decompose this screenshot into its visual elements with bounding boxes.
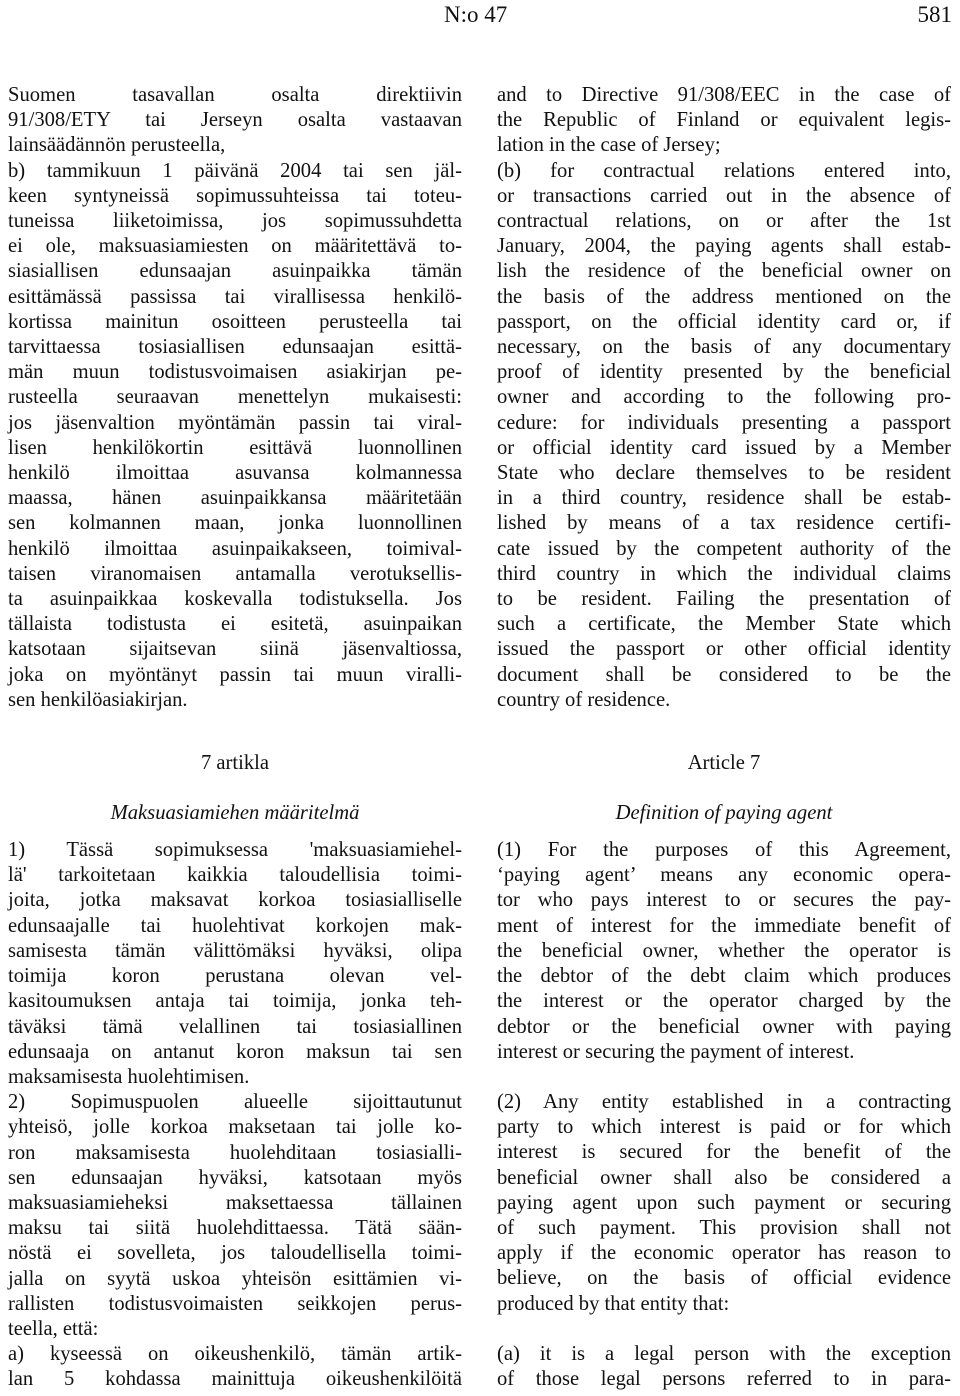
text-line: the interest or the operator charged by the bbox=[497, 990, 951, 1013]
text-line: jos jäsenvaltion myöntämän passin tai viral- bbox=[8, 411, 462, 434]
article-title: Article 7 bbox=[687, 752, 761, 775]
point-b-paragraph bbox=[8, 159, 462, 713]
text-line: ment of interest for the immediate benefit of bbox=[497, 914, 951, 937]
text-line: keen syntyneissä sopimussuhteissa tai toteu- bbox=[8, 184, 462, 207]
text-line: 2) Sopimuspuolen alueelle sijoittautunut bbox=[8, 1091, 462, 1114]
text-line: tällaista todistusta ei esitetä, asuinpaikan bbox=[8, 613, 462, 636]
text-line: siasiallisen edunsaajan asuinpaikka tämän bbox=[8, 260, 462, 283]
text-line: lan 5 kohdassa mainittuja oikeushenkilöitä bbox=[8, 1368, 462, 1391]
publication-number: N:o 47 bbox=[444, 2, 508, 27]
text-line: henkilö ilmoittaa asuinpaikakseen, toimival- bbox=[8, 537, 462, 560]
text-line: necessary, on the basis of any documentary bbox=[497, 336, 951, 359]
text-line: rallisten todistusvoimaisten seikkojen perus- bbox=[8, 1292, 462, 1315]
text-line: lation in the case of Jersey; bbox=[497, 134, 721, 157]
text-line: esittämässä passissa tai virallisessa henkilö- bbox=[8, 285, 462, 308]
text-line: a) kyseessä on oikeushenkilö, tämän artik- bbox=[8, 1343, 462, 1366]
text-line: of such payment. This provision shall not bbox=[497, 1216, 951, 1239]
text-line: and to Directive 91/308/EEC in the case of bbox=[497, 84, 951, 106]
intro-paragraph bbox=[497, 83, 951, 159]
text-line: lainsäädännön perusteella, bbox=[8, 134, 226, 157]
text-line: apply if the economic operator has reason to bbox=[497, 1242, 951, 1265]
text-line: män muun todistusvoimaisen asiakirjan pe- bbox=[8, 361, 462, 384]
text-line: taisen viranomaisen antamalla verotuksellis- bbox=[8, 562, 462, 585]
text-line: document shall be considered to be the bbox=[497, 663, 951, 686]
text-line: tor who pays interest to or secures the pay- bbox=[497, 889, 951, 912]
article-title: 7 artikla bbox=[200, 752, 270, 775]
article-subtitle: Definition of paying agent bbox=[615, 802, 833, 825]
text-line: produced by that entity that: bbox=[497, 1292, 730, 1315]
text-line: sen henkilöasiakirjan. bbox=[8, 688, 188, 711]
text-line: lished by means of a tax residence certifi- bbox=[497, 512, 951, 535]
text-line: henkilö ilmoittaa asuvansa kolmannessa bbox=[8, 462, 462, 485]
paragraph-2 bbox=[497, 1090, 951, 1317]
text-line: State who declare themselves to be resident bbox=[497, 462, 951, 485]
text-line: (1) For the purposes of this Agreement, bbox=[497, 839, 951, 862]
text-line: maksamisesta huolehtimisen. bbox=[8, 1065, 250, 1088]
text-line: maksu tai siitä huolehdittaessa. Tätä sään- bbox=[8, 1217, 462, 1240]
point-a-paragraph bbox=[8, 1342, 462, 1392]
text-line: contractual relations, on or after the 1st bbox=[497, 210, 951, 233]
text-line: or transactions carried out in the absence of bbox=[497, 184, 951, 207]
text-line: maassa, hänen asuinpaikkansa määritetään bbox=[8, 487, 462, 510]
text-line: samisesta tämän välittömäksi hyväksi, olipa bbox=[8, 939, 462, 962]
text-line: owner and according to the following pro- bbox=[497, 386, 951, 409]
text-line: paying agent upon such payment or securing bbox=[497, 1191, 951, 1214]
text-line: 91/308/ETY tai Jerseyn osalta vastaavan bbox=[8, 109, 462, 132]
text-line: toimija koron perustana olevan vel- bbox=[8, 965, 462, 988]
text-line: interest is secured for the benefit of the bbox=[497, 1141, 951, 1164]
text-line: cedure: for individuals presenting a passport bbox=[497, 411, 951, 434]
text-line: edunsaajalle tai huolehtivat korkojen mak- bbox=[8, 914, 462, 937]
text-line: katsotaan sijaitsevan siinä jäsenvaltiossa, bbox=[8, 638, 462, 661]
text-line: lä' tarkoitetaan kaikkia taloudellisia toimi- bbox=[8, 864, 462, 887]
text-line: country of residence. bbox=[497, 688, 671, 711]
text-line: kortissa mainitun osoitteen perusteella tai bbox=[8, 310, 462, 333]
text-line: issued the passport or other official identity bbox=[497, 638, 951, 661]
text-line: beneficial owner shall also be considered a bbox=[497, 1166, 951, 1189]
text-line: (b) for contractual relations entered into, bbox=[497, 159, 951, 182]
text-line: party to which interest is paid or for which bbox=[497, 1116, 951, 1139]
text-line: of those legal persons referred to in para- bbox=[497, 1367, 951, 1390]
text-line: b) tammikuun 1 päivänä 2004 tai sen jäl- bbox=[8, 159, 462, 182]
text-line: January, 2004, the paying agents shall estab- bbox=[497, 235, 951, 258]
english-column bbox=[497, 83, 951, 1392]
text-line: edunsaaja on antanut koron maksun tai sen bbox=[8, 1040, 462, 1063]
text-line: sen kolmannen maan, jonka luonnollinen bbox=[8, 512, 462, 535]
text-line: the debtor of the debt claim which produces bbox=[497, 965, 951, 988]
text-line: to be resident. Failing the presentation of bbox=[497, 588, 951, 611]
text-line: (a) it is a legal person with the exception bbox=[497, 1342, 951, 1365]
text-line: such a certificate, the Member State which bbox=[497, 613, 951, 636]
text-line: ‘paying agent’ means any economic opera- bbox=[497, 864, 951, 887]
text-line: ei ole, maksuasiamiesten on määritettävä to- bbox=[8, 235, 462, 258]
text-line: (2) Any entity established in a contracting bbox=[497, 1090, 951, 1113]
page-number: 581 bbox=[917, 2, 952, 27]
text-line: nöstä ei sovelleta, jos taloudellisella toimi- bbox=[8, 1242, 462, 1265]
text-line: in a third country, residence shall be estab- bbox=[497, 487, 951, 510]
text-line: debtor or the beneficial owner with paying bbox=[497, 1015, 951, 1038]
text-line: cate issued by the competent authority of the bbox=[497, 537, 951, 560]
text-line: or official identity card issued by a Member bbox=[497, 436, 951, 459]
text-line: ron maksamisesta huolehditaan tosiasialli- bbox=[8, 1141, 462, 1164]
text-line: sen edunsaajan hyväksi, katsotaan myös bbox=[8, 1166, 462, 1189]
text-line: joita, jotka maksavat korkoa tosiasialliselle bbox=[8, 889, 462, 912]
text-line: ta asuinpaikkaa koskevalla todistuksella. Jos bbox=[8, 588, 462, 611]
text-line: 1) Tässä sopimuksessa 'maksuasiamiehel- bbox=[8, 839, 462, 862]
text-line: rusteella seuraavan menettelyn mukaisesti: bbox=[8, 386, 462, 409]
text-line: lish the residence of the beneficial owner on bbox=[497, 260, 951, 283]
intro-paragraph bbox=[8, 83, 462, 159]
text-line: third country in which the individual claims bbox=[497, 562, 951, 585]
text-line: proof of identity presented by the beneficial bbox=[497, 361, 951, 384]
text-line: passport, on the official identity card or, if bbox=[497, 310, 951, 333]
paragraph-1 bbox=[8, 838, 462, 1090]
text-line: lisen henkilökortin esittävä luonnollinen bbox=[8, 436, 462, 459]
text-line: believe, on the basis of official evidence bbox=[497, 1267, 951, 1290]
text-line: täväksi tämä velallinen tai tosiasiallinen bbox=[8, 1015, 462, 1038]
text-line: tarvittaessa tosiasiallisen edunsaajan esittä- bbox=[8, 336, 462, 359]
point-a-paragraph bbox=[497, 1342, 951, 1392]
paragraph-2 bbox=[8, 1090, 462, 1342]
text-line: Suomen tasavallan osalta direktiivin bbox=[8, 84, 462, 106]
text-line: maksuasiamieheksi maksettaessa tällainen bbox=[8, 1191, 462, 1214]
text-line: teella, että: bbox=[8, 1317, 99, 1340]
paragraph-1 bbox=[497, 838, 951, 1065]
text-line: tuneissa liiketoimissa, jos sopimussuhdetta bbox=[8, 210, 462, 233]
page-header bbox=[0, 0, 960, 30]
text-line: interest or securing the payment of interest. bbox=[497, 1040, 855, 1063]
text-line: the basis of the address mentioned on the bbox=[497, 285, 951, 308]
point-b-paragraph bbox=[497, 159, 951, 713]
text-line: jalla on syytä uskoa yhteisön esittämien vi- bbox=[8, 1267, 462, 1290]
text-line: the Republic of Finland or equivalent legis- bbox=[497, 109, 951, 132]
text-line: kasitoumuksen antaja tai toimija, jonka teh- bbox=[8, 990, 462, 1013]
text-line: the beneficial owner, whether the operator is bbox=[497, 939, 951, 962]
article-subtitle: Maksuasiamiehen määritelmä bbox=[110, 802, 360, 825]
text-line: joka on myöntänyt passin tai muun viralli- bbox=[8, 663, 462, 686]
finnish-column bbox=[8, 83, 462, 1393]
text-line: yhteisö, jolle korkoa maksetaan tai jolle ko- bbox=[8, 1116, 462, 1139]
